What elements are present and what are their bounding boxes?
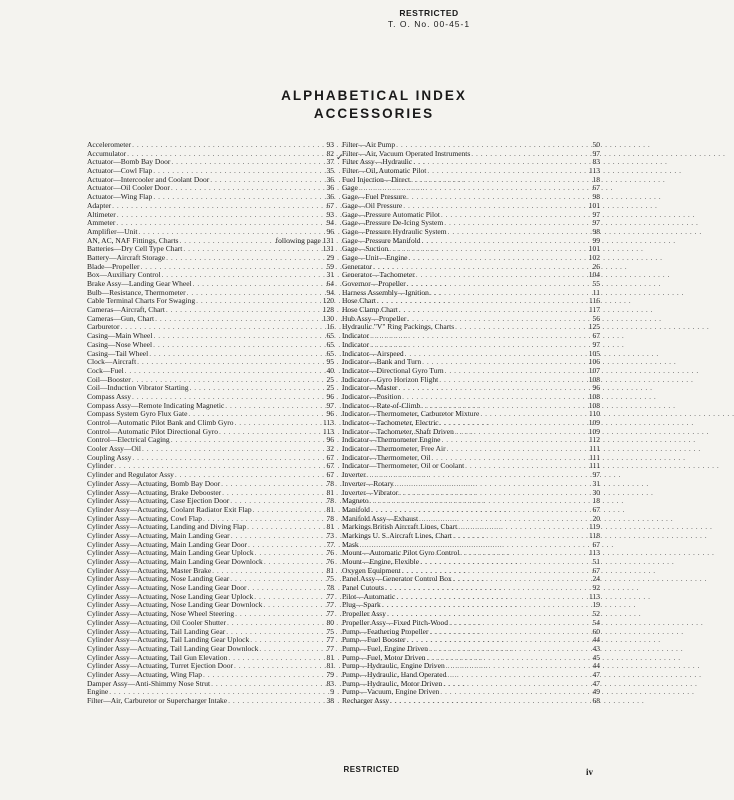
entry-page: 83 <box>326 678 334 688</box>
entry-name: Cylinder Assy—Actuating, Brake Debooster <box>87 487 222 497</box>
entry-name: Mount—Engine, Flexible <box>342 557 420 566</box>
entry-name: Cylinder and Regulator Assy <box>87 470 174 480</box>
entry-name: Indicator—Bank and Turn <box>342 357 422 367</box>
entry-page: 109 <box>588 426 600 436</box>
entry-page: 104 <box>588 270 600 280</box>
entry-page: 107 <box>588 365 600 375</box>
entry-name: Recharger Assy <box>342 696 390 705</box>
entry-page: 83 <box>592 157 600 167</box>
entry-name: Cylinder Assy—Actuating, Nose Landing Gear <box>87 574 230 584</box>
entry-page: 119 <box>589 522 600 532</box>
entry-name: Cylinder Assy—Actuating, Main Landing Gear Downlock <box>87 557 263 566</box>
entry-page: 40 <box>326 365 334 375</box>
entry-page: 68 <box>592 696 600 705</box>
entry-page: 32 <box>326 444 334 454</box>
index-column-right <box>342 141 600 706</box>
entry-page: 112 <box>589 435 600 445</box>
entry-name: Gage—Pressure De-Icing System <box>342 218 444 228</box>
entry-page: 44 <box>592 635 600 645</box>
entry-name: Blade—Propeller <box>87 261 140 271</box>
entry-page: 67 <box>592 539 600 549</box>
entry-page: 45 <box>592 652 600 662</box>
entry-page: 67 <box>592 331 600 341</box>
entry-name: AN, AC, NAF Fittings, Charts <box>87 235 179 245</box>
entry-name: Cameras—Aircraft, Chart <box>87 305 165 315</box>
entry-name: Cylinder Assy—Actuating, Master Brake <box>87 565 212 575</box>
entry-name: Cylinder Assy—Actuating, Wing Flap <box>87 669 202 679</box>
entry-name: Gage—Oil Pressure <box>342 200 403 210</box>
entry-page: 97 <box>592 218 600 228</box>
entry-name: Pump—Hydraulic, Motor Driven <box>342 678 443 688</box>
entry-name: Brake Assy—Landing Gear Wheel <box>87 279 192 288</box>
entry-page: 108 <box>588 400 600 410</box>
entry-page: 25 <box>326 383 334 393</box>
entry-page: 97 <box>592 470 600 480</box>
entry-name: Cylinder <box>87 461 114 471</box>
entry-page: 113 <box>323 418 334 427</box>
entry-name: Inverter—Vibrator <box>342 487 399 497</box>
entry-name: Pump—Hydraulic, Hand Operated <box>342 669 447 679</box>
entry-name: Filter Assy—Hydraulic <box>342 157 413 167</box>
entry-name: Indicator—Thermometer, Free Air <box>342 444 446 454</box>
entry-name: Box—Auxiliary Control <box>87 270 161 280</box>
entry-name: Pump—Hydraulic, Engine Driven <box>342 661 445 671</box>
entry-name: Control—Automatic Pilot Directional Gyro <box>87 426 219 436</box>
entry-name: Pump—Vacuum, Engine Driven <box>342 687 440 697</box>
entry-page: 35 <box>326 166 334 176</box>
entry-name: Generator <box>342 261 372 271</box>
entry-page: 75 <box>326 574 334 584</box>
entry-page: 60 <box>592 626 600 636</box>
entry-page: 111 <box>589 452 600 462</box>
dot-leader <box>390 697 585 706</box>
entry-page: 128 <box>322 305 334 315</box>
entry-page: 81 <box>326 565 334 575</box>
entry-page: 9 <box>330 687 334 697</box>
entry-name: Cooler Assy—Oil <box>87 444 141 454</box>
technical-order-number: T. O. No. 00-45-1 <box>387 19 471 29</box>
entry-page: 81 <box>326 504 334 514</box>
entry-name: Cylinder Assy—Actuating, Bomb Bay Door <box>87 478 221 488</box>
entry-name: Hydraulic "V" Ring Packings, Charts <box>342 322 455 332</box>
entry-name: Oxygen Equipment <box>342 565 401 575</box>
entry-page: 26 <box>592 261 600 271</box>
entry-page: 102 <box>588 252 600 262</box>
entry-name: Harness Assembly—Ignition <box>342 287 429 297</box>
entry-name: Filter—Air, Carburetor or Supercharger Intake <box>87 696 228 705</box>
entry-name: Altimeter <box>87 209 116 219</box>
classification-footer: RESTRICTED <box>343 765 400 774</box>
entry-name: Ammeter <box>87 218 116 228</box>
index-entry <box>87 697 334 706</box>
entry-page: 111 <box>589 461 600 471</box>
classification-header: RESTRICTED <box>399 8 459 18</box>
entry-name: Damper Assy—Anti-Shimmy Nose Strut <box>87 678 211 688</box>
entry-name: Cock—Fuel <box>87 365 124 375</box>
entry-name: Indicator <box>342 339 370 349</box>
entry-page: 96 <box>592 383 600 393</box>
entry-name: Actuator—Intercooler and Coolant Door <box>87 174 210 184</box>
entry-page: 47 <box>592 669 600 679</box>
entry-name: Mount—Automatic Pilot Gyro Control <box>342 548 460 558</box>
entry-page: 77 <box>326 591 334 601</box>
entry-name: Compass Assy—Remote Indicating Magnetic <box>87 400 225 410</box>
entry-page: following page 131 <box>275 235 334 245</box>
entry-page: 75 <box>326 626 334 636</box>
entry-page: 96 <box>326 226 334 236</box>
index-entry <box>342 697 600 706</box>
entry-page: 101 <box>588 244 600 254</box>
entry-name: Indicator—Master <box>342 383 398 393</box>
entry-page: 65 <box>326 339 334 349</box>
entry-page: 29 <box>326 252 334 262</box>
entry-page: 111 <box>589 444 600 454</box>
entry-name: Indicator—Directional Gyro Turn <box>342 365 444 375</box>
entry-name: Gage—Pressure Hydraulic System <box>342 226 447 236</box>
entry-name: Cylinder Assy—Actuating, Nose Wheel Steering <box>87 609 235 619</box>
entry-name: Cylinder Assy—Actuating, Cowl Flap <box>87 513 202 523</box>
entry-name: Gage—Suction <box>342 244 389 254</box>
entry-name: Coupling Assy <box>87 452 132 462</box>
entry-name: Cylinder Assy—Actuating, Tail Landing Gear Uplock <box>87 635 250 645</box>
entry-page: 67 <box>592 504 600 514</box>
entry-page: 97 <box>592 339 600 349</box>
entry-page: 97 <box>592 148 600 158</box>
entry-page: 125 <box>588 322 600 332</box>
entry-name: Indicator—Rate-of-Climb <box>342 400 421 410</box>
entry-name: Manifold Assy—Exhaust <box>342 513 419 523</box>
entry-name: Actuator—Wing Flap <box>87 192 153 202</box>
entry-page: 77 <box>326 600 334 610</box>
entry-page: 67 <box>326 461 334 471</box>
entry-page: 97 <box>592 209 600 219</box>
entry-name: Indicator—Tachometer, Electric <box>342 418 439 427</box>
entry-page: 92 <box>592 583 600 593</box>
entry-name: Magneto <box>342 496 369 506</box>
entry-page: 56 <box>592 313 600 323</box>
entry-name: Cylinder Assy—Actuating, Turret Ejection Door <box>87 661 234 671</box>
entry-page: 116 <box>589 296 600 306</box>
entry-name: Propeller Assy <box>342 609 386 619</box>
entry-name: Carburetor <box>87 322 120 332</box>
entry-name: Accumulator <box>87 148 127 158</box>
dot-leader <box>228 697 319 706</box>
entry-name: Indicator—Airspeed <box>342 348 404 358</box>
entry-page: 120 <box>322 296 334 306</box>
entry-page: 67 <box>326 470 334 480</box>
entry-name: Amplifier—Unit <box>87 226 138 236</box>
entry-name: Control—Electrical Caging <box>87 435 170 445</box>
entry-name: Cylinder Assy—Actuating, Case Ejection Door <box>87 496 230 506</box>
entry-page: 55 <box>592 279 600 288</box>
entry-name: Compass Assy <box>87 391 131 401</box>
entry-page: 78 <box>326 496 334 506</box>
entry-page: 78 <box>326 513 334 523</box>
entry-name: Cylinder Assy—Actuating, Tail Landing Gear <box>87 626 226 636</box>
entry-name: Cylinder Assy—Actuating, Tail Landing Gear Downlock <box>87 643 259 653</box>
entry-name: Indicator—Position <box>342 391 402 401</box>
page-subtitle: ACCESSORIES <box>313 106 435 121</box>
entry-page: 113 <box>589 591 600 601</box>
entry-page: 96 <box>326 391 334 401</box>
entry-name: Manifold <box>342 504 370 514</box>
entry-name: Plug—Spark <box>342 600 381 610</box>
entry-page: 109 <box>588 418 600 427</box>
entry-page: 108 <box>588 374 600 384</box>
entry-page: 93 <box>326 140 334 149</box>
entry-name: Gage—Pressure Manifold <box>342 235 421 245</box>
entry-name: Gage <box>342 183 358 193</box>
entry-page: 82 <box>326 148 334 158</box>
entry-page: 50 <box>592 140 600 149</box>
entry-page: 98 <box>592 192 600 202</box>
entry-page: 31 <box>592 478 600 488</box>
entry-name: Actuator—Cowl Flap <box>87 166 153 176</box>
entry-page: 43 <box>592 643 600 653</box>
entry-name: Cylinder Assy—Actuating, Main Landing Gear Uplock <box>87 548 254 558</box>
entry-name: Indicator—Thermometer Engine <box>342 435 441 445</box>
entry-name: Gage—Fuel Pressure <box>342 192 406 202</box>
entry-name: Actuator—Bomb Bay Door <box>87 157 171 167</box>
entry-name: Engine <box>87 687 109 697</box>
entry-page: 54 <box>592 617 600 627</box>
entry-page: 79 <box>326 669 334 679</box>
entry-name: Hub Assy—Propeller <box>342 313 407 323</box>
entry-name: Cylinder Assy—Actuating, Nose Landing Gear Downlock <box>87 600 263 610</box>
entry-name: Battery—Aircraft Storage <box>87 252 166 262</box>
entry-name: Cylinder Assy—Actuating, Nose Landing Gear Door <box>87 583 247 593</box>
entry-name: Indicator—Thermometer, Carburetor Mixture <box>342 409 480 419</box>
entry-name: Filter—Air, Vacuum Operated Instruments <box>342 148 471 158</box>
entry-name: Mask <box>342 539 359 549</box>
entry-page: 101 <box>588 200 600 210</box>
entry-page: 65 <box>326 331 334 341</box>
entry-page: 24 <box>592 574 600 584</box>
entry-name: Indicator—Thermometer, Oil or Coolant <box>342 461 465 471</box>
entry-page: 95 <box>326 357 334 367</box>
entry-page: 18 <box>592 174 600 184</box>
entry-page: 97 <box>326 400 334 410</box>
entry-page: 94 <box>326 287 334 297</box>
entry-name: Clock—Aircraft <box>87 357 137 367</box>
entry-name: Gage—Unit—Engine <box>342 252 408 262</box>
entry-name: Markings U. S. Aircraft Lines, Chart <box>342 530 452 540</box>
entry-page: 18 <box>592 496 600 506</box>
entry-page: 52 <box>592 609 600 619</box>
entry-page: 81 <box>326 661 334 671</box>
entry-name: Coil—Booster <box>87 374 131 384</box>
entry-name: Pump—Fuel, Motor Driven <box>342 652 426 662</box>
entry-name: Cameras—Gun, Chart <box>87 313 155 323</box>
entry-page: 93 <box>326 209 334 219</box>
entry-name: Accelerometer <box>87 140 132 149</box>
entry-page: 99 <box>592 235 600 245</box>
entry-page: 81 <box>326 522 334 532</box>
entry-name: Casing—Nose Wheel <box>87 339 153 349</box>
entry-page: 113 <box>323 426 334 436</box>
entry-page: 131 <box>322 244 334 254</box>
entry-name: Panel Cutouts <box>342 583 384 593</box>
entry-name: Cylinder Assy—Actuating, Oil Cooler Shutter <box>87 617 226 627</box>
entry-page: 38 <box>326 696 334 705</box>
entry-name: Indicator—Gyro Horizon Flight <box>342 374 439 384</box>
entry-page: 80 <box>326 617 334 627</box>
entry-name: Pump—Fuel, Engine Driven <box>342 643 429 653</box>
entry-page: 130 <box>322 313 334 323</box>
entry-name: Actuator—Oil Cooler Door <box>87 183 170 193</box>
entry-page: 67 <box>592 183 600 193</box>
entry-name: Generator—Tachometer <box>342 270 415 280</box>
entry-page: 77 <box>326 643 334 653</box>
entry-page: 110 <box>589 409 600 419</box>
entry-name: Filter—Air Pump <box>342 140 396 149</box>
entry-name: Indicator—Tachometer, Shaft Driven <box>342 426 454 436</box>
entry-page: 76 <box>326 557 334 566</box>
entry-name: Panel Assy—Generator Control Box <box>342 574 452 584</box>
entry-page: 117 <box>589 305 600 315</box>
entry-name: Cylinder Assy—Actuating, Coolant Radiator Exit Flap <box>87 504 252 514</box>
entry-name: Compass System Gyro Flux Gate <box>87 409 188 419</box>
entry-page: 118 <box>589 530 600 540</box>
entry-name: Cylinder Assy—Actuating, Nose Landing Gear Uplock <box>87 591 254 601</box>
entry-name: Bulb—Resistance, Thermometer <box>87 287 186 297</box>
entry-page: 81 <box>326 652 334 662</box>
entry-name: Cable Terminal Charts For Swaging <box>87 296 196 306</box>
entry-name: Gage—Pressure Automatic Pilot <box>342 209 440 219</box>
entry-name: Pump—Feathering Propeller <box>342 626 429 636</box>
entry-name: Coil—Induction Vibrator Starting <box>87 383 189 393</box>
entry-name: Fuel Injection—Direct <box>342 174 411 184</box>
entry-page: 113 <box>589 548 600 558</box>
entry-name: Propeller Assy—Fixed Pitch-Wood <box>342 617 449 627</box>
entry-name: Pump—Fuel Booster <box>342 635 406 645</box>
entry-name: Filter—Oil, Automatic Pilot <box>342 166 427 176</box>
entry-page: 36 <box>326 192 334 202</box>
entry-name: Hose Chart <box>342 296 376 306</box>
entry-page: 76 <box>326 548 334 558</box>
entry-name: Hose Clamp Chart <box>342 305 398 315</box>
entry-name: Batteries—Dry Cell Type Chart <box>87 244 183 254</box>
entry-page: 64 <box>326 279 334 288</box>
entry-page: 30 <box>592 487 600 497</box>
entry-page: 78 <box>326 478 334 488</box>
entry-name: Inverter <box>342 470 366 480</box>
page-number: iv <box>586 767 594 777</box>
entry-page: 19 <box>592 600 600 610</box>
entry-page: 105 <box>588 348 600 358</box>
entry-page: 49 <box>592 687 600 697</box>
entry-page: 81 <box>326 487 334 497</box>
entry-page: 20 <box>592 513 600 523</box>
entry-page: 96 <box>326 409 334 419</box>
entry-name: Casing—Main Wheel <box>87 331 153 341</box>
entry-page: 94 <box>326 218 334 228</box>
entry-page: 106 <box>588 357 600 367</box>
entry-name: Indicator <box>342 331 370 341</box>
entry-page: 67 <box>326 200 334 210</box>
entry-page: 47 <box>592 678 600 688</box>
entry-page: 73 <box>326 530 334 540</box>
check-mark-icon: ✓ <box>336 152 344 162</box>
entry-name: Cylinder Assy—Actuating, Landing and Diving Flap <box>87 522 247 532</box>
entry-page: 44 <box>592 661 600 671</box>
entry-page: 16 <box>326 322 334 332</box>
entry-name: Adapter <box>87 200 112 210</box>
page-title: ALPHABETICAL INDEX <box>281 88 467 103</box>
entry-page: 96 <box>326 435 334 445</box>
entry-page: 37 <box>326 157 334 167</box>
entry-name: Indicator—Thermometer, Oil <box>342 452 431 462</box>
entry-name: Pilot—Automatic <box>342 591 396 601</box>
entry-name: Cylinder Assy—Actuating, Main Landing Gear <box>87 530 230 540</box>
entry-page: 67 <box>326 452 334 462</box>
index-column-left <box>87 141 334 706</box>
entry-name: Casing—Tail Wheel <box>87 348 149 358</box>
entry-name: Cylinder Assy—Actuating, Tail Gun Elevation <box>87 652 228 662</box>
entry-name: Control—Automatic Pilot Bank and Climb Gyro <box>87 418 234 427</box>
entry-page: 77 <box>326 635 334 645</box>
entry-page: 67 <box>592 565 600 575</box>
entry-name: Governor—Propeller <box>342 279 406 288</box>
entry-page: 36 <box>326 174 334 184</box>
entry-page: 25 <box>326 374 334 384</box>
entry-page: 65 <box>326 348 334 358</box>
entry-page: 36 <box>326 183 334 193</box>
entry-page: 78 <box>326 583 334 593</box>
entry-page: 11 <box>592 287 600 297</box>
entry-page: 113 <box>589 166 600 176</box>
entry-name: Markings British Aircraft Lines, Chart <box>342 522 458 532</box>
entry-page: 98 <box>592 226 600 236</box>
entry-page: 77 <box>326 539 334 549</box>
entry-page: 59 <box>326 261 334 271</box>
entry-page: 51 <box>592 557 600 566</box>
entry-name: Cylinder Assy—Actuating, Main Landing Gear Door <box>87 539 247 549</box>
entry-page: 77 <box>326 609 334 619</box>
entry-page: 31 <box>326 270 334 280</box>
entry-name: Inverter—Rotary <box>342 478 394 488</box>
entry-page: 108 <box>588 391 600 401</box>
